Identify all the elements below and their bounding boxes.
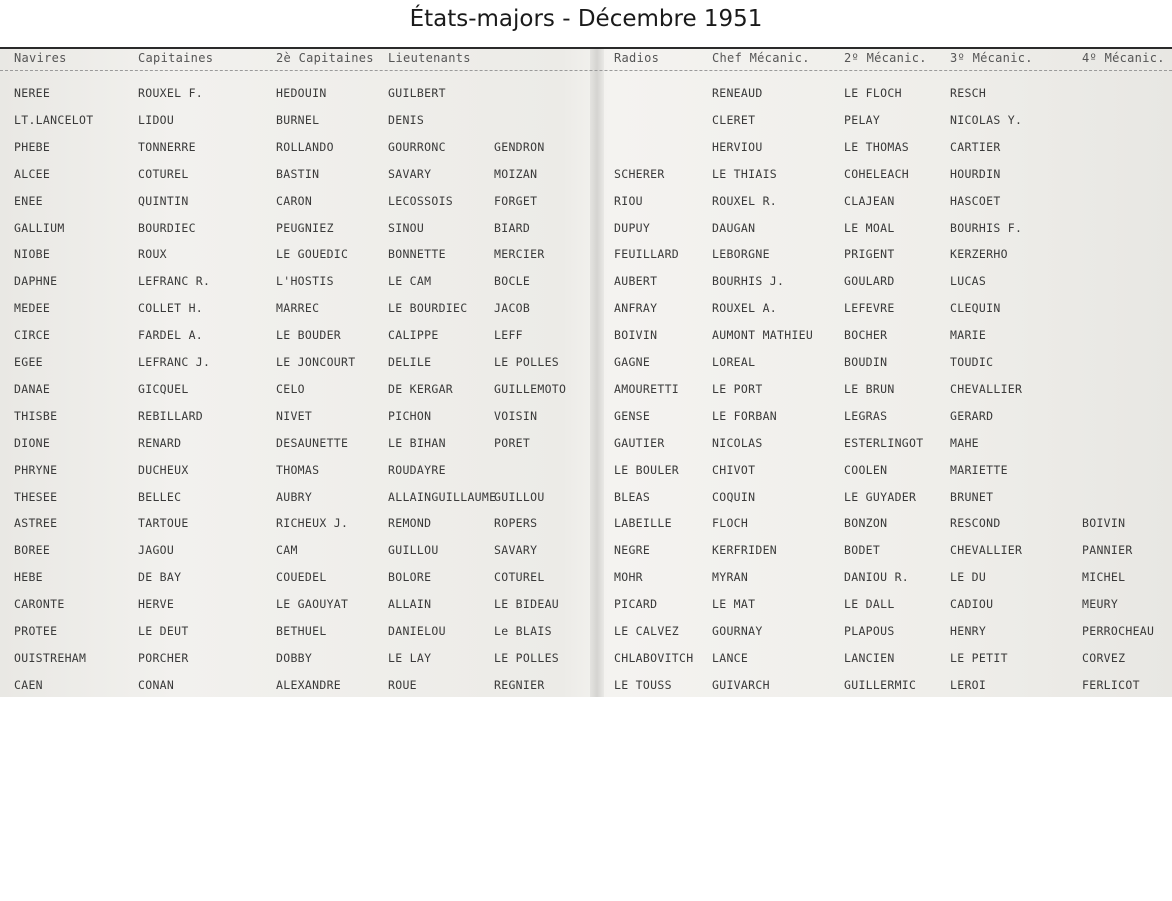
crew-name: ALEXANDRE xyxy=(276,677,342,692)
crew-name: REGNIER xyxy=(494,677,545,692)
crew-name: COQUIN xyxy=(712,489,756,504)
crew-name: RICHEUX J. xyxy=(276,516,349,531)
column-header: Lieutenants xyxy=(388,51,471,65)
crew-name: PICHON xyxy=(388,408,432,423)
crew-name: LE THOMAS xyxy=(844,139,910,154)
crew-name: LE BRUN xyxy=(844,381,895,396)
ship-name: CAEN xyxy=(14,677,43,692)
ship-name: ALCEE xyxy=(14,166,51,181)
crew-name: DUCHEUX xyxy=(138,462,189,477)
crew-name: MOIZAN xyxy=(494,166,538,181)
ship-name: NEREE xyxy=(14,86,51,100)
crew-name: NICOLAS xyxy=(712,435,763,450)
crew-name: GUILLERMIC xyxy=(844,677,917,692)
crew-name: CLERET xyxy=(712,112,756,127)
column-header: Capitaines xyxy=(138,51,214,65)
crew-name: MARREC xyxy=(276,301,320,316)
crew-name: LE PETIT xyxy=(950,650,1008,665)
ship-name: THESEE xyxy=(14,489,58,504)
crew-name: LE LAY xyxy=(388,650,432,665)
crew-name: BOURHIS F. xyxy=(950,220,1023,235)
crew-name: PEUGNIEZ xyxy=(276,220,334,235)
crew-name: BOIVIN xyxy=(614,328,658,343)
crew-name: LIDOU xyxy=(138,112,175,127)
crew-name: CALIPPE xyxy=(388,328,439,343)
crew-name: RESCH xyxy=(950,86,987,100)
page-title: États-majors - Décembre 1951 xyxy=(409,6,763,32)
crew-name: BASTIN xyxy=(276,166,320,181)
crew-name: BONZON xyxy=(844,516,888,531)
crew-name: LEGRAS xyxy=(844,408,888,423)
crew-name: CHIVOT xyxy=(712,462,756,477)
crew-name: GUILLEMOTO xyxy=(494,381,567,396)
crew-name: LEFF xyxy=(494,328,523,343)
crew-name: ROPERS xyxy=(494,516,538,531)
crew-name: LE FORBAN xyxy=(712,408,778,423)
crew-name: COTUREL xyxy=(138,166,189,181)
crew-name: LE BIDEAU xyxy=(494,597,560,612)
crew-name: REMOND xyxy=(388,516,432,531)
crew-name: THOMAS xyxy=(276,462,320,477)
crew-name: CLEQUIN xyxy=(950,301,1001,316)
crew-name: ROUXEL A. xyxy=(712,301,778,316)
crew-name: COOLEN xyxy=(844,462,888,477)
crew-name: LE MOAL xyxy=(844,220,895,235)
crew-name: MARIE xyxy=(950,328,987,343)
crew-name: CHLABOVITCH xyxy=(614,650,694,665)
crew-name: SCHERER xyxy=(614,166,665,181)
column-header: Radios xyxy=(614,51,660,65)
crew-name: SINOU xyxy=(388,220,425,235)
crew-name: CADIOU xyxy=(950,597,994,612)
crew-name: DE KERGAR xyxy=(388,381,454,396)
crew-name: COLLET H. xyxy=(138,301,204,316)
column-header: Chef Mécanic. xyxy=(712,51,810,65)
crew-name: LE BOUDER xyxy=(276,328,342,343)
crew-name: FEUILLARD xyxy=(614,247,680,262)
crew-name: CARON xyxy=(276,193,313,208)
crew-name: FERLICOT xyxy=(1082,677,1140,692)
crew-name: LE DEUT xyxy=(138,624,189,638)
crew-name: CARTIER xyxy=(950,139,1001,154)
crew-name: AMOURETTI xyxy=(614,381,680,396)
crew-name: CAM xyxy=(276,543,298,558)
crew-name: PICARD xyxy=(614,597,658,612)
crew-name: BOIVIN xyxy=(1082,516,1126,531)
crew-name: BODET xyxy=(844,543,881,558)
ship-name: THISBE xyxy=(14,408,58,423)
crew-name: ROUXEL R. xyxy=(712,193,778,208)
ship-name: OUISTREHAM xyxy=(14,650,87,665)
crew-name: TONNERRE xyxy=(138,139,196,154)
page-fold xyxy=(590,49,604,699)
crew-name: DOBBY xyxy=(276,650,313,665)
crew-name: NEGRE xyxy=(614,543,651,558)
column-header: 3º Mécanic. xyxy=(950,51,1033,65)
crew-name: LEFEVRE xyxy=(844,301,895,316)
crew-name: Le BLAIS xyxy=(494,624,552,638)
blank-area xyxy=(0,697,1172,901)
ship-name: GALLIUM xyxy=(14,220,65,235)
document-scan xyxy=(0,47,1172,699)
crew-name: DUPUY xyxy=(614,220,651,235)
crew-name: MOHR xyxy=(614,570,643,585)
crew-name: ROUXEL F. xyxy=(138,86,204,100)
ship-name: BOREE xyxy=(14,543,51,558)
crew-name: LE DALL xyxy=(844,597,895,612)
crew-name: DANIOU R. xyxy=(844,570,910,585)
column-header: 4º Mécanic. xyxy=(1082,51,1165,65)
crew-name: BURNEL xyxy=(276,112,320,127)
crew-name: LANCE xyxy=(712,650,749,665)
crew-name: LE TOUSS xyxy=(614,677,672,692)
ship-name: ENEE xyxy=(14,193,43,208)
crew-name: GUILLOU xyxy=(494,489,545,504)
ship-name: DAPHNE xyxy=(14,274,58,289)
crew-name: GUIVARCH xyxy=(712,677,770,692)
crew-name: AUBERT xyxy=(614,274,658,289)
crew-name: AUBRY xyxy=(276,489,313,504)
crew-name: LE POLLES xyxy=(494,355,560,369)
crew-name: PANNIER xyxy=(1082,543,1133,558)
crew-name: PORET xyxy=(494,435,531,450)
crew-name: PERROCHEAU xyxy=(1082,624,1155,638)
crew-name: LANCIEN xyxy=(844,650,895,665)
ship-name: LT.LANCELOT xyxy=(14,112,94,127)
crew-name: LABEILLE xyxy=(614,516,672,531)
crew-name: HERVE xyxy=(138,597,175,612)
header-divider xyxy=(0,70,1172,71)
crew-name: LE BOURDIEC xyxy=(388,301,468,316)
crew-name: GOULARD xyxy=(844,274,895,289)
crew-name: LE PORT xyxy=(712,381,763,396)
crew-name: LEBORGNE xyxy=(712,247,770,262)
crew-name: LUCAS xyxy=(950,274,987,289)
crew-name: LEFRANC J. xyxy=(138,355,211,369)
crew-name: LE BIHAN xyxy=(388,435,446,450)
crew-name: HASCOET xyxy=(950,193,1001,208)
ship-name: CARONTE xyxy=(14,597,65,612)
crew-name: ESTERLINGOT xyxy=(844,435,924,450)
crew-name: LE FLOCH xyxy=(844,86,902,100)
crew-name: ALLAIN xyxy=(388,597,432,612)
crew-name: LEFRANC R. xyxy=(138,274,211,289)
column-header: Navires xyxy=(14,51,67,65)
crew-name: BLEAS xyxy=(614,489,651,504)
crew-name: KERFRIDEN xyxy=(712,543,778,558)
crew-name: GICQUEL xyxy=(138,381,189,396)
crew-name: L'HOSTIS xyxy=(276,274,334,289)
crew-name: MARIETTE xyxy=(950,462,1008,477)
crew-name: GENSE xyxy=(614,408,651,423)
ship-name: DIONE xyxy=(14,435,51,450)
crew-name: CHEVALLIER xyxy=(950,543,1023,558)
ship-name: CIRCE xyxy=(14,328,51,343)
crew-name: PRIGENT xyxy=(844,247,895,262)
crew-name: FORGET xyxy=(494,193,538,208)
crew-name: LE JONCOURT xyxy=(276,355,356,369)
crew-name: GUILLOU xyxy=(388,543,439,558)
crew-name: BOURHIS J. xyxy=(712,274,785,289)
crew-name: TARTOUE xyxy=(138,516,189,531)
ship-name: PHRYNE xyxy=(14,462,58,477)
crew-name: LEROI xyxy=(950,677,987,692)
crew-name: BIARD xyxy=(494,220,531,235)
crew-name: LE CALVEZ xyxy=(614,624,680,638)
crew-name: LE THIAIS xyxy=(712,166,778,181)
crew-name: ROUX xyxy=(138,247,167,262)
crew-name: RIOU xyxy=(614,193,643,208)
crew-name: GERARD xyxy=(950,408,994,423)
crew-name: LE POLLES xyxy=(494,650,560,665)
ship-name: DANAE xyxy=(14,381,51,396)
crew-name: HEDOUIN xyxy=(276,86,327,100)
crew-name: BOLORE xyxy=(388,570,432,585)
crew-name: HERVIOU xyxy=(712,139,763,154)
ship-name: NIOBE xyxy=(14,247,51,262)
crew-name: BRUNET xyxy=(950,489,994,504)
crew-name: COUEDEL xyxy=(276,570,327,585)
crew-name: GAGNE xyxy=(614,355,651,369)
crew-name: DAUGAN xyxy=(712,220,756,235)
crew-name: RENARD xyxy=(138,435,182,450)
crew-name: JACOB xyxy=(494,301,531,316)
crew-name: VOISIN xyxy=(494,408,538,423)
crew-name: ANFRAY xyxy=(614,301,658,316)
crew-name: BETHUEL xyxy=(276,624,327,638)
crew-name: BELLEC xyxy=(138,489,182,504)
crew-name: LE MAT xyxy=(712,597,756,612)
crew-name: KERZERHO xyxy=(950,247,1008,262)
ship-name: HEBE xyxy=(14,570,43,585)
crew-name: LE GAOUYAT xyxy=(276,597,349,612)
crew-name: BONNETTE xyxy=(388,247,446,262)
crew-name: LE CAM xyxy=(388,274,432,289)
crew-name: GOURRONC xyxy=(388,139,446,154)
crew-name: DELILE xyxy=(388,355,432,369)
crew-name: COHELEACH xyxy=(844,166,910,181)
crew-name: LE GOUEDIC xyxy=(276,247,349,262)
crew-name: ALLAINGUILLAUME xyxy=(388,489,497,504)
crew-name: FARDEL A. xyxy=(138,328,204,343)
crew-name: DENIS xyxy=(388,112,425,127)
crew-name: CHEVALLIER xyxy=(950,381,1023,396)
crew-name: MICHEL xyxy=(1082,570,1126,585)
crew-name: MEURY xyxy=(1082,597,1119,612)
crew-name: NICOLAS Y. xyxy=(950,112,1023,127)
crew-name: TOUDIC xyxy=(950,355,994,369)
crew-name: PORCHER xyxy=(138,650,189,665)
crew-name: ROUE xyxy=(388,677,417,692)
ship-name: ASTREE xyxy=(14,516,58,531)
crew-name: MAHE xyxy=(950,435,979,450)
crew-name: LE BOULER xyxy=(614,462,680,477)
crew-name: RESCOND xyxy=(950,516,1001,531)
crew-name: QUINTIN xyxy=(138,193,189,208)
crew-name: AUMONT MATHIEU xyxy=(712,328,814,343)
crew-name: HOURDIN xyxy=(950,166,1001,181)
crew-name: ROLLANDO xyxy=(276,139,334,154)
crew-name: CONAN xyxy=(138,677,175,692)
column-header: 2è Capitaines xyxy=(276,51,374,65)
crew-name: GENDRON xyxy=(494,139,545,154)
crew-name: LE GUYADER xyxy=(844,489,917,504)
crew-name: LOREAL xyxy=(712,355,756,369)
crew-name: BOCHER xyxy=(844,328,888,343)
crew-name: LECOSSOIS xyxy=(388,193,454,208)
ship-name: EGEE xyxy=(14,355,43,369)
crew-name: GUILBERT xyxy=(388,86,446,100)
crew-name: RENEAUD xyxy=(712,86,763,100)
crew-name: GAUTIER xyxy=(614,435,665,450)
crew-name: ROUDAYRE xyxy=(388,462,446,477)
crew-name: FLOCH xyxy=(712,516,749,531)
crew-name: DE BAY xyxy=(138,570,182,585)
crew-name: DESAUNETTE xyxy=(276,435,349,450)
crew-name: BOURDIEC xyxy=(138,220,196,235)
crew-name: LE DU xyxy=(950,570,987,585)
crew-name: NIVET xyxy=(276,408,313,423)
crew-name: CORVEZ xyxy=(1082,650,1126,665)
crew-name: BOUDIN xyxy=(844,355,888,369)
crew-name: REBILLARD xyxy=(138,408,204,423)
crew-name: MERCIER xyxy=(494,247,545,262)
crew-name: CELO xyxy=(276,381,305,396)
crew-name: PLAPOUS xyxy=(844,624,895,638)
ship-name: PROTEE xyxy=(14,624,58,638)
crew-name: SAVARY xyxy=(494,543,538,558)
crew-name: BOCLE xyxy=(494,274,531,289)
column-header: 2º Mécanic. xyxy=(844,51,927,65)
crew-name: DANIELOU xyxy=(388,624,446,638)
ship-name: PHEBE xyxy=(14,139,51,154)
crew-name: CLAJEAN xyxy=(844,193,895,208)
crew-name: PELAY xyxy=(844,112,881,127)
ship-name: MEDEE xyxy=(14,301,51,316)
crew-name: GOURNAY xyxy=(712,624,763,638)
crew-name: COTUREL xyxy=(494,570,545,585)
crew-name: JAGOU xyxy=(138,543,175,558)
crew-name: HENRY xyxy=(950,624,987,638)
crew-name: SAVARY xyxy=(388,166,432,181)
crew-name: MYRAN xyxy=(712,570,749,585)
